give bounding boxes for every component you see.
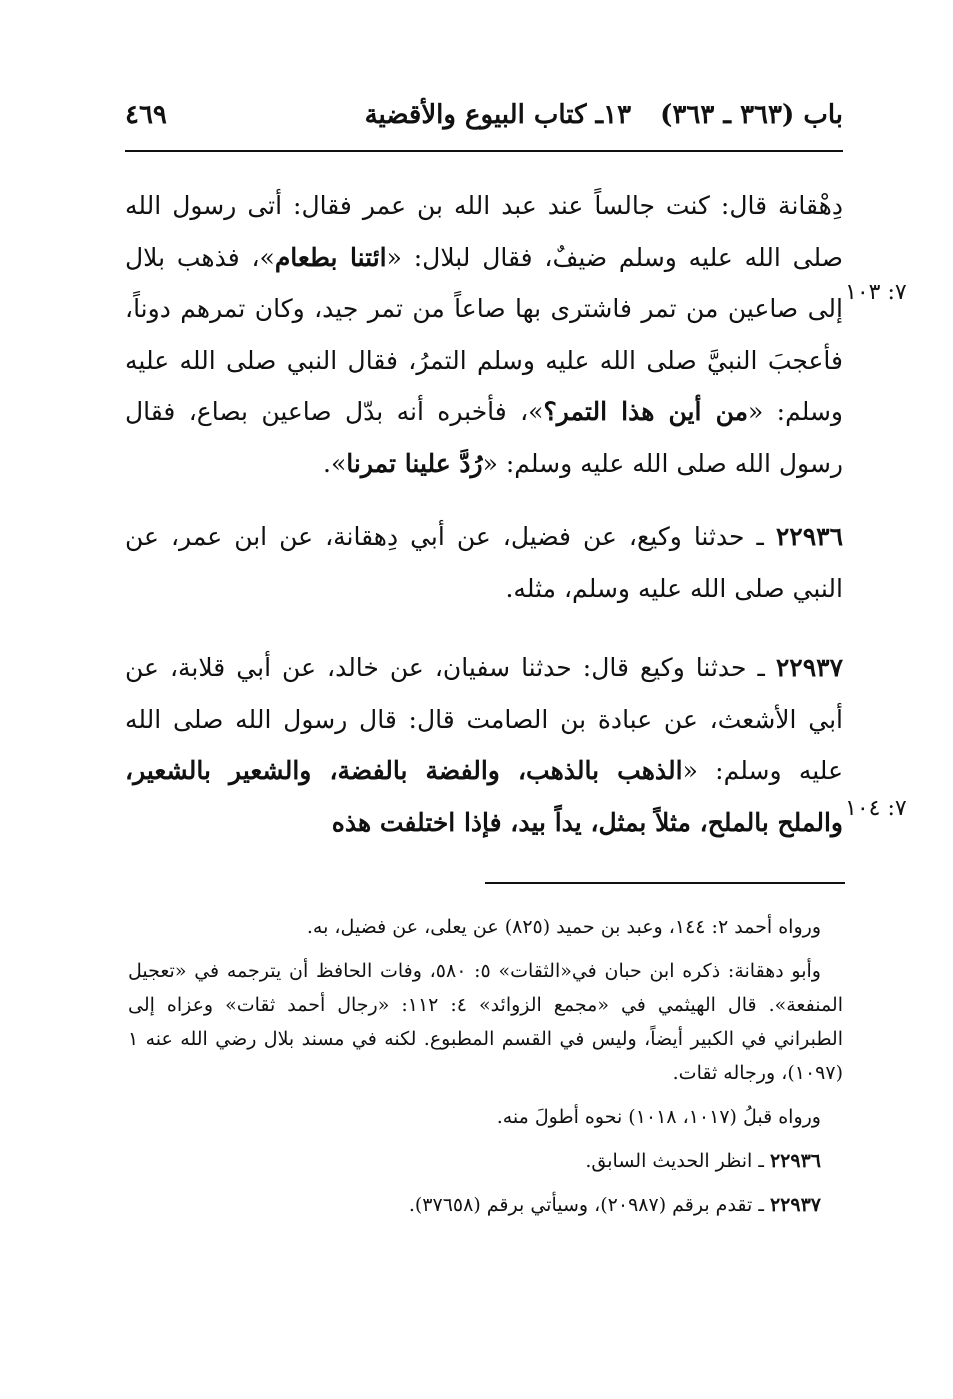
- header-divider: [125, 150, 843, 152]
- prophet-quote: من أين هذا التمر؟: [543, 397, 748, 426]
- book-title: ١٣ـ كتاب البيوع والأقضية: [364, 100, 632, 130]
- prophet-quote: الذهب بالذهب، والفضة بالفضة، والشعير بالشعير، والملح بالملح، مثلاً بمثل، يداً بيد، فإذا اختلفت هذه: [125, 756, 843, 837]
- chapter-range: باب (٣٦٣ ـ ٣٦٣): [660, 100, 843, 130]
- hadith-text: ٢٢٩٣٦ ـ حدثنا وكيع، عن فضيل، عن أبي دِهقانة، عن ابن عمر، عن النبي صلى الله عليه وسلم، مثله.: [125, 522, 843, 603]
- footnote-number: ٢٢٩٣٦: [769, 1150, 821, 1172]
- footnotes: [128, 910, 843, 1232]
- hadith-number: ٢٢٩٣٧: [775, 653, 843, 682]
- footnote-divider: [485, 882, 845, 884]
- footnote: ورواه قبلُ (١٠١٧، ١٠١٨) نحوه أطولَ منه.: [496, 1106, 821, 1128]
- page-header: [125, 100, 843, 140]
- hadith-paragraph: [125, 642, 843, 848]
- prophet-quote: ائتنا بطعام: [274, 242, 387, 272]
- footnote: ٢٢٩٣٦ ـ انظر الحديث السابق.: [585, 1150, 821, 1172]
- running-title: [345, 100, 843, 130]
- hadith-text: دِهْقانة قال: كنت جالساً عند عبد الله بن عمر فقال: أتى رسول الله صلى الله عليه وسلم ضيفٌ، فقال لبلال: «ائتنا بطعام»، فذهب بلال إلى صاعين من تمر فاشترى بها صاعاً من تمر جيد، وكان تمرهم دوناً، فأعجبَ النبيَّ صلى الله عليه وسلم التمرُ، فقال النبي صلى الله عليه وسلم: «من أين هذا التمر؟»، فأخبره أنه بدّل صاعين بصاع، فقال رسول الله صلى الله عليه وسلم: «رُدَّ علينا تمرنا».: [125, 191, 844, 478]
- footnote-number: ٢٢٩٣٧: [769, 1194, 821, 1216]
- hadith-number: ٢٢٩٣٦: [775, 522, 843, 551]
- hadith-paragraph: [125, 180, 843, 489]
- hadith-paragraph: [125, 511, 843, 614]
- prophet-quote: رُدَّ علينا تمرنا: [346, 448, 483, 478]
- footnote: ٢٢٩٣٧ ـ تقدم برقم (٢٠٩٨٧)، وسيأتي برقم (٣٧٦٥٨).: [408, 1194, 821, 1216]
- page-number: ٤٦٩: [125, 100, 167, 130]
- footnote: ورواه أحمد ٢: ١٤٤، وعبد بن حميد (٨٢٥) عن يعلى، عن فضيل، به.: [306, 916, 821, 938]
- margin-reference: ٧: ١٠٤: [845, 796, 907, 821]
- margin-reference: ٧: ١٠٣: [845, 280, 907, 305]
- footnote: وأبو دهقانة: ذكره ابن حبان في«الثقات» ٥: ٥٨٠، وفات الحافظ أن يترجمه في «تعجيل المنفعة». قال الهيثمي في «مجمع الزوائد» ٤: ١١٢: «رجال أحمد ثقات» وعزاه إلى الطبراني في الكبير أيضاً، وليس في القسم المطبوع. لكنه في مسند بلال رضي الله عنه ١ (١٠٩٧)، ورجاله ثقات.: [128, 960, 843, 1084]
- hadith-text: ٢٢٩٣٧ ـ حدثنا وكيع قال: حدثنا سفيان، عن خالد، عن أبي قلابة، عن أبي الأشعث، عن عبادة بن الصامت قال: قال رسول الله صلى الله عليه وسلم: «الذهب بالذهب، والفضة بالفضة، والشعير بالشعير، والملح بالملح، مثلاً بمثل، يداً بيد، فإذا اختلفت هذه: [125, 653, 843, 837]
